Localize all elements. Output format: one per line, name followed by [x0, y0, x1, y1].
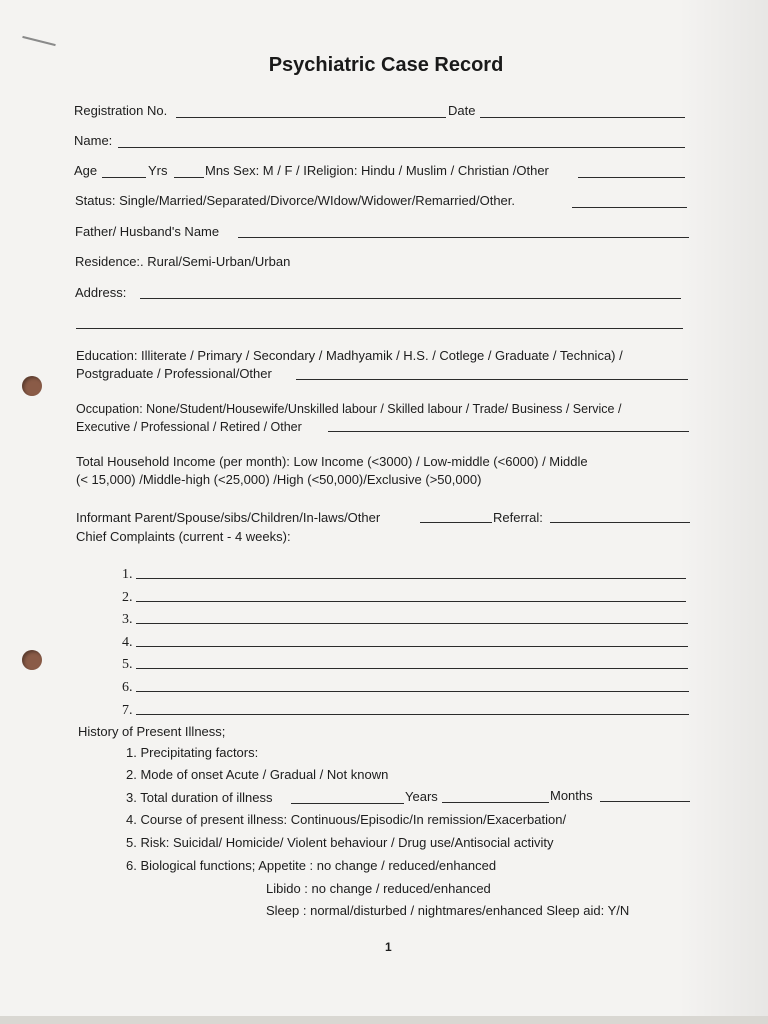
- registration-line[interactable]: [176, 117, 446, 118]
- complaint-line[interactable]: [136, 623, 688, 624]
- punch-hole-bottom: [22, 650, 42, 670]
- page-shadow: [678, 0, 768, 1024]
- education-label-cont: Postgraduate / Professional/Other: [76, 366, 272, 381]
- chief-complaints-label: Chief Complaints (current - 4 weeks):: [76, 529, 291, 544]
- complaint-line[interactable]: [136, 714, 689, 715]
- history-item: 5. Risk: Suicidal/ Homicide/ Violent behaviour / Drug use/Antisocial activity: [126, 835, 554, 850]
- education-other-line[interactable]: [296, 379, 688, 380]
- complaint-number: 2.: [122, 590, 133, 605]
- occupation-other-line[interactable]: [328, 431, 689, 432]
- status-label: Status: Single/Married/Separated/Divorce/WIdow/Widower/Remarried/Other.: [75, 193, 516, 208]
- occupation-label: Occupation: None/Student/Housewife/Unskilled labour / Skilled labour / Trade/ Business / Service /: [76, 402, 622, 416]
- address-line-2[interactable]: [76, 328, 683, 329]
- residence-label: Residence:. Rural/Semi-Urban/Urban: [75, 254, 291, 269]
- punch-hole-top: [22, 376, 42, 396]
- registration-label: Registration No.: [74, 103, 168, 118]
- informant-line[interactable]: [420, 522, 492, 523]
- months-line[interactable]: [600, 801, 690, 802]
- history-item: 2. Mode of onset Acute / Gradual / Not known: [126, 767, 389, 782]
- address-line-1[interactable]: [140, 298, 681, 299]
- history-item: 6. Biological functions; Appetite : no change / reduced/enhanced: [126, 858, 497, 873]
- complaint-number: 7.: [122, 703, 133, 718]
- informant-label: Informant Parent/Spouse/sibs/Children/In-laws/Other: [76, 510, 381, 525]
- complaint-number: 5.: [122, 657, 133, 672]
- sleep-label: Sleep : normal/disturbed / nightmares/enhanced Sleep aid: Y/N: [266, 903, 630, 918]
- complaint-line[interactable]: [136, 578, 686, 579]
- history-item: 1. Precipitating factors:: [126, 745, 259, 760]
- age-label: Age: [74, 163, 98, 178]
- complaint-line[interactable]: [136, 668, 688, 669]
- date-line[interactable]: [480, 117, 685, 118]
- age-months-line[interactable]: [174, 177, 204, 178]
- complaint-number: 6.: [122, 680, 133, 695]
- months-label: Months: [550, 788, 593, 803]
- name-label: Name:: [74, 133, 113, 148]
- page-title: Psychiatric Case Record: [268, 54, 504, 76]
- address-label: Address:: [75, 285, 127, 300]
- yrs-label: Yrs: [148, 163, 168, 178]
- income-label-cont: (< 15,000) /Middle-high (<25,000) /High (<50,000)/Exclusive (>50,000): [76, 472, 482, 487]
- years-label: Years: [405, 789, 438, 804]
- complaint-number: 4.: [122, 635, 133, 650]
- complaint-number: 3.: [122, 612, 133, 627]
- age-years-line[interactable]: [102, 177, 146, 178]
- complaint-number: 1.: [122, 567, 133, 582]
- referral-label: Referral:: [493, 510, 543, 525]
- education-label: Education: Illiterate / Primary / Secondary / Madhyamik / H.S. / Cotlege / Graduate / Technica) /: [76, 348, 623, 363]
- referral-line[interactable]: [550, 522, 690, 523]
- history-item: 3. Total duration of illness: [126, 790, 273, 805]
- occupation-label-cont: Executive / Professional / Retired / Other: [76, 420, 302, 434]
- father-husband-line[interactable]: [238, 237, 689, 238]
- libido-label: Libido : no change / reduced/enhanced: [266, 881, 491, 896]
- history-item: 4. Course of present illness: Continuous/Episodic/In remission/Exacerbation/: [126, 812, 567, 827]
- date-label: Date: [448, 103, 476, 118]
- page-bottom-edge: [0, 1016, 768, 1024]
- complaint-line[interactable]: [136, 646, 688, 647]
- page-number: 1: [385, 940, 392, 954]
- history-heading: History of Present Illness;: [78, 724, 226, 739]
- status-other-line[interactable]: [572, 207, 687, 208]
- complaint-line[interactable]: [136, 691, 689, 692]
- years-line[interactable]: [442, 802, 549, 803]
- sex-religion-label: Mns Sex: M / F / IReligion: Hindu / Muslim / Christian /Other: [205, 163, 549, 178]
- duration-line[interactable]: [291, 803, 404, 804]
- income-label: Total Household Income (per month): Low Income (<3000) / Low-middle (<6000) / Middle: [76, 454, 588, 469]
- father-husband-label: Father/ Husband's Name: [75, 224, 220, 239]
- religion-other-line[interactable]: [578, 177, 685, 178]
- pencil-mark: [22, 36, 55, 46]
- name-line[interactable]: [118, 147, 685, 148]
- complaint-line[interactable]: [136, 601, 686, 602]
